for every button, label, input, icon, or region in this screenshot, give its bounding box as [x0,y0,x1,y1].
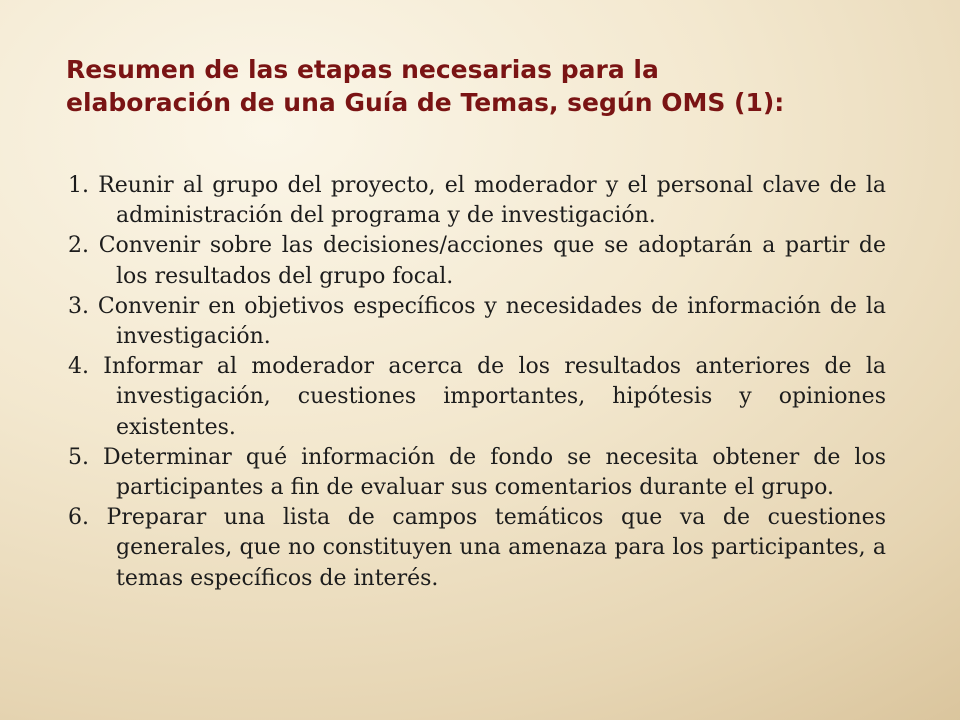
title-line-2: elaboración de una Guía de Temas, según OMS (1): [66,88,785,117]
steps-list [68,171,886,594]
slide-title [66,53,916,119]
step-item-6: 6. Preparar una lista de campos temáticos que va de cuestiones generales, que no constituyen una amenaza para los participantes, a temas específicos de interés. [68,505,886,591]
step-item-1: 1. Reunir al grupo del proyecto, el moderador y el personal clave de la administración del programa y de investigación. [68,173,886,229]
title-line-1: Resumen de las etapas necesarias para la [66,55,659,84]
step-item-4: 4. Informar al moderador acerca de los resultados anteriores de la investigación, cuestiones importantes, hipótesis y opiniones existentes. [68,354,886,440]
step-item-2: 2. Convenir sobre las decisiones/acciones que se adoptarán a partir de los resultados del grupo focal. [68,233,886,289]
step-item-3: 3. Convenir en objetivos específicos y necesidades de información de la investigación. [68,293,886,350]
step-item-5: 5. Determinar qué información de fondo se necesita obtener de los participantes a fin de evaluar sus comentarios durante el grupo. [68,444,886,501]
